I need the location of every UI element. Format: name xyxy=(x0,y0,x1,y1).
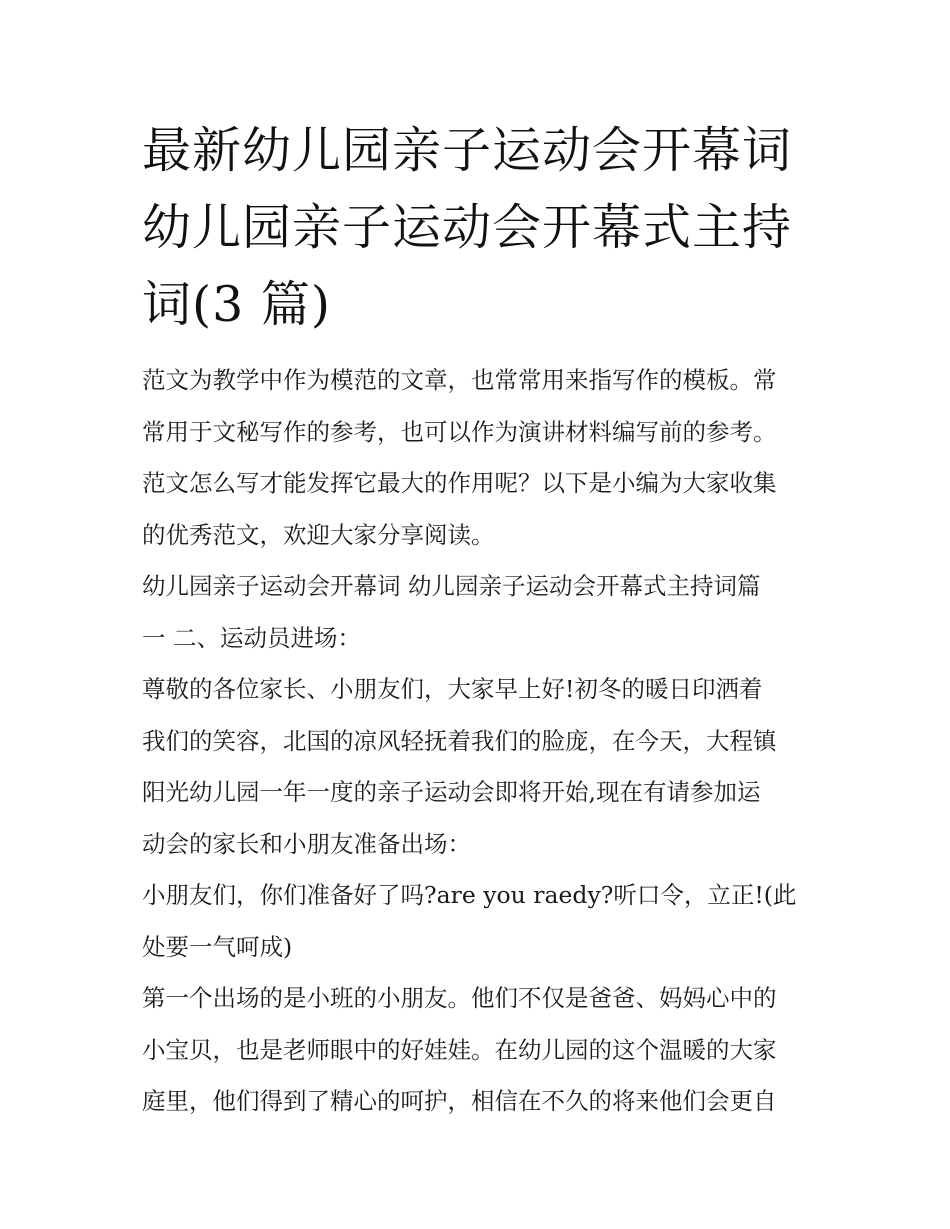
paragraph-section-heading xyxy=(142,561,814,664)
text-line: 庭里，他们得到了精心的呵护，相信在不久的将来他们会更自 xyxy=(142,1087,777,1115)
text-line: 的优秀范文，欢迎大家分享阅读。 xyxy=(142,520,495,549)
text-line: 范文为教学中作为模范的文章，也常常用来指写作的模板。常 xyxy=(142,366,777,394)
document-title xyxy=(142,112,814,343)
paragraph-first-class xyxy=(142,973,814,1128)
paragraph-greeting xyxy=(142,664,814,870)
paragraph-command xyxy=(142,870,814,973)
text-line: 处要一气呵成) xyxy=(142,932,293,961)
paragraph-intro xyxy=(142,355,814,561)
text-line: 我们的笑容，北国的凉风轻抚着我们的脸庞，在今天，大程镇 xyxy=(142,726,777,755)
text-line: 阳光幼儿园一年一度的亲子运动会即将开始,现在有请参加运 xyxy=(142,778,761,806)
title-line: 词(3 篇) xyxy=(142,276,331,333)
title-line: 幼儿园亲子运动会开幕式主持 xyxy=(142,199,793,256)
document-page xyxy=(142,112,814,1128)
document-body xyxy=(142,355,814,1128)
text-line: 一 二、运动员进场： xyxy=(142,623,361,652)
text-line: 小宝贝，也是老师眼中的好娃娃。在幼儿园的这个温暖的大家 xyxy=(142,1035,777,1064)
text-line: 第一个出场的是小班的小朋友。他们不仅是爸爸、妈妈心中的 xyxy=(142,984,777,1012)
title-line: 最新幼儿园亲子运动会开幕词 xyxy=(142,122,793,179)
text-line: 动会的家长和小朋友准备出场： xyxy=(142,829,471,858)
text-line: 小朋友们，你们准备好了吗?are you raedy?听口令，立正!(此 xyxy=(142,881,797,909)
text-line: 尊敬的各位家长、小朋友们，大家早上好!初冬的暖日印洒着 xyxy=(142,675,763,703)
text-line: 范文怎么写才能发挥它最大的作用呢？以下是小编为大家收集 xyxy=(142,469,777,497)
text-line: 常用于文秘写作的参考，也可以作为演讲材料编写前的参考。 xyxy=(142,417,777,446)
text-line: 幼儿园亲子运动会开幕词 幼儿园亲子运动会开幕式主持词篇 xyxy=(142,572,761,600)
